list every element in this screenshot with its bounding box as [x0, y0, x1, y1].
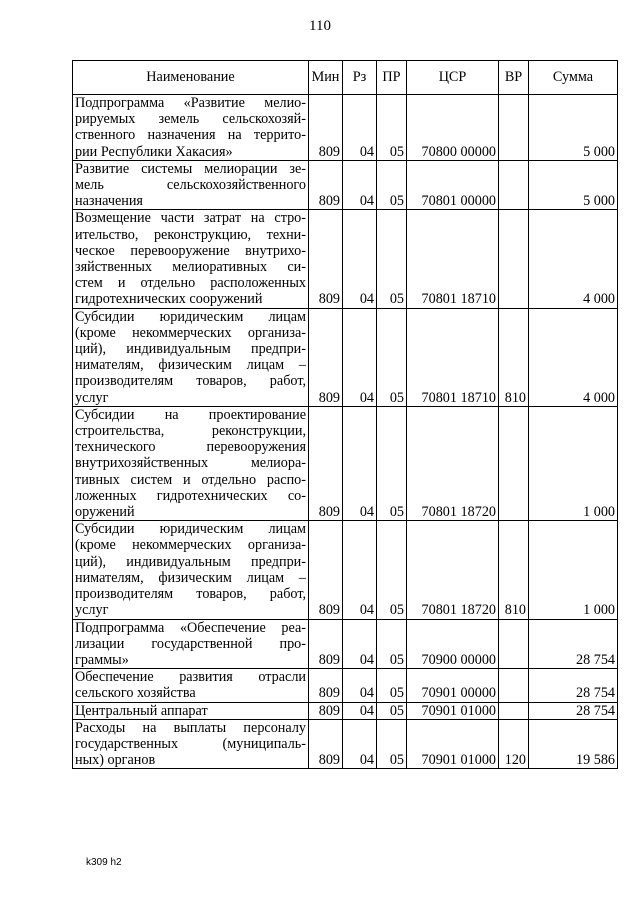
cell-min: 809 [309, 669, 343, 702]
cell-csr: 70901 01000 [407, 719, 499, 769]
row-name-line: Расходы на выплаты персоналу [75, 719, 306, 736]
cell-vr [499, 95, 529, 161]
row-name [73, 669, 309, 702]
row-name-line: Развитие системы мелиорации зе- [75, 160, 306, 177]
cell-rz: 04 [343, 719, 377, 769]
cell-csr: 70801 00000 [407, 160, 499, 210]
row-name-line: назначения [75, 193, 143, 210]
cell-sum: 5 000 [529, 95, 618, 161]
row-name [73, 308, 309, 406]
budget-table [72, 60, 618, 769]
cell-pr: 05 [377, 308, 407, 406]
row-name-line: ций), индивидуальным предпри- [75, 553, 306, 570]
cell-min: 809 [309, 702, 343, 719]
row-name [73, 160, 309, 210]
row-name-line: ственного назначения на террито- [75, 127, 306, 144]
cell-pr: 05 [377, 619, 407, 669]
header-rz: Рз [343, 61, 377, 95]
cell-min: 809 [309, 619, 343, 669]
table-row [73, 406, 618, 520]
row-name-line: зяйственных мелиоративных си- [75, 259, 306, 276]
cell-vr [499, 619, 529, 669]
cell-vr [499, 406, 529, 520]
row-name-line: граммы» [75, 651, 129, 668]
table-row [73, 719, 618, 769]
cell-pr: 05 [377, 95, 407, 161]
row-name-line: мель сельскохозяйственного [75, 177, 306, 194]
row-name [73, 521, 309, 619]
cell-sum: 28 754 [529, 619, 618, 669]
cell-vr [499, 160, 529, 210]
table-row [73, 521, 618, 619]
cell-sum: 28 754 [529, 669, 618, 702]
row-name-line: услуг [75, 389, 109, 406]
cell-min: 809 [309, 719, 343, 769]
row-name [73, 406, 309, 520]
cell-pr: 05 [377, 719, 407, 769]
row-name-line: внутрихозяйственных мелиора- [75, 455, 306, 472]
cell-min: 809 [309, 160, 343, 210]
cell-min: 809 [309, 406, 343, 520]
row-name-line: производителям товаров, работ, [75, 586, 306, 603]
cell-csr: 70901 00000 [407, 669, 499, 702]
row-name-line: Субсидии юридическим лицам [75, 521, 306, 538]
row-name-line: Подпрограмма «Развитие мелио- [75, 95, 306, 111]
cell-sum: 28 754 [529, 702, 618, 719]
cell-vr: 810 [499, 308, 529, 406]
cell-sum: 1 000 [529, 521, 618, 619]
cell-rz: 04 [343, 406, 377, 520]
cell-pr: 05 [377, 160, 407, 210]
row-name-line: стем и отдельно расположенных [75, 275, 306, 292]
cell-rz: 04 [343, 619, 377, 669]
cell-csr: 70900 00000 [407, 619, 499, 669]
cell-rz: 04 [343, 702, 377, 719]
table-row [73, 210, 618, 308]
row-name-line: Обеспечение развития отрасли [75, 669, 306, 686]
row-name [73, 210, 309, 308]
header-min: Мин [309, 61, 343, 95]
cell-csr: 70801 18710 [407, 308, 499, 406]
cell-vr: 120 [499, 719, 529, 769]
table-row [73, 95, 618, 161]
row-name-line: Субсидии юридическим лицам [75, 308, 306, 325]
cell-csr: 70800 00000 [407, 95, 499, 161]
cell-sum: 4 000 [529, 210, 618, 308]
table-row [73, 669, 618, 702]
row-name-line: тивных систем и отдельно распо- [75, 471, 306, 488]
row-name-line: рируемых земель сельскохозяй- [75, 111, 306, 128]
cell-csr: 70801 18720 [407, 521, 499, 619]
row-name [73, 95, 309, 161]
table-row [73, 619, 618, 669]
row-name-line: ций), индивидуальным предпри- [75, 341, 306, 358]
row-name-line: Подпрограмма «Обеспечение реа- [75, 619, 306, 636]
cell-pr: 05 [377, 521, 407, 619]
cell-vr [499, 669, 529, 702]
table-row [73, 308, 618, 406]
cell-pr: 05 [377, 702, 407, 719]
cell-csr: 70801 18710 [407, 210, 499, 308]
cell-rz: 04 [343, 95, 377, 161]
row-name-line: государственных (муниципаль- [75, 735, 306, 752]
row-name-line: производителям товаров, работ, [75, 373, 306, 390]
row-name-line: ложенных гидротехнических со- [75, 487, 306, 504]
row-name-line: сельского хозяйства [75, 685, 196, 702]
header-sum: Сумма [529, 61, 618, 95]
row-name-line: строительства, реконструкции, [75, 423, 306, 440]
table-row [73, 160, 618, 210]
cell-vr [499, 702, 529, 719]
row-name-line: лизации государственной про- [75, 635, 306, 652]
cell-rz: 04 [343, 308, 377, 406]
cell-rz: 04 [343, 210, 377, 308]
table-row [73, 702, 618, 719]
cell-pr: 05 [377, 210, 407, 308]
header-pr: ПР [377, 61, 407, 95]
cell-csr: 70901 01000 [407, 702, 499, 719]
row-name-line: нимателям, физическим лицам – [75, 357, 306, 374]
cell-min: 809 [309, 210, 343, 308]
row-name-line: рии Республики Хакасия» [75, 143, 233, 160]
row-name-line: нимателям, физическим лицам – [75, 569, 306, 586]
header-csr: ЦСР [407, 61, 499, 95]
row-name-line: Субсидии на проектирование [75, 406, 306, 423]
cell-vr [499, 210, 529, 308]
row-name-line: гидротехнических сооружений [75, 291, 263, 308]
footer-code: k309 h2 [86, 857, 122, 868]
cell-min: 809 [309, 308, 343, 406]
cell-rz: 04 [343, 669, 377, 702]
cell-sum: 1 000 [529, 406, 618, 520]
row-name-line: (кроме некоммерческих организа- [75, 324, 306, 341]
row-name-line: Возмещение части затрат на стро- [75, 210, 306, 227]
row-name-line: Центральный аппарат [75, 702, 208, 719]
row-name [73, 619, 309, 669]
row-name-line: оружений [75, 504, 135, 521]
row-name-line: ительство, реконструкцию, техни- [75, 226, 306, 243]
row-name-line: технического перевооружения [75, 439, 306, 456]
row-name [73, 719, 309, 769]
page-number: 110 [309, 18, 331, 34]
cell-sum: 4 000 [529, 308, 618, 406]
row-name-line: ных) органов [75, 752, 156, 769]
cell-min: 809 [309, 95, 343, 161]
cell-rz: 04 [343, 521, 377, 619]
row-name-line: ческое перевооружение внутрихо- [75, 242, 306, 259]
cell-sum: 19 586 [529, 719, 618, 769]
cell-min: 809 [309, 521, 343, 619]
header-vr: ВР [499, 61, 529, 95]
cell-csr: 70801 18720 [407, 406, 499, 520]
cell-pr: 05 [377, 406, 407, 520]
row-name-line: услуг [75, 602, 109, 619]
table-header-row [73, 61, 618, 95]
cell-sum: 5 000 [529, 160, 618, 210]
row-name-line: (кроме некоммерческих организа- [75, 537, 306, 554]
row-name [73, 702, 309, 719]
cell-rz: 04 [343, 160, 377, 210]
header-name: Наименование [73, 61, 309, 95]
cell-pr: 05 [377, 669, 407, 702]
cell-vr: 810 [499, 521, 529, 619]
